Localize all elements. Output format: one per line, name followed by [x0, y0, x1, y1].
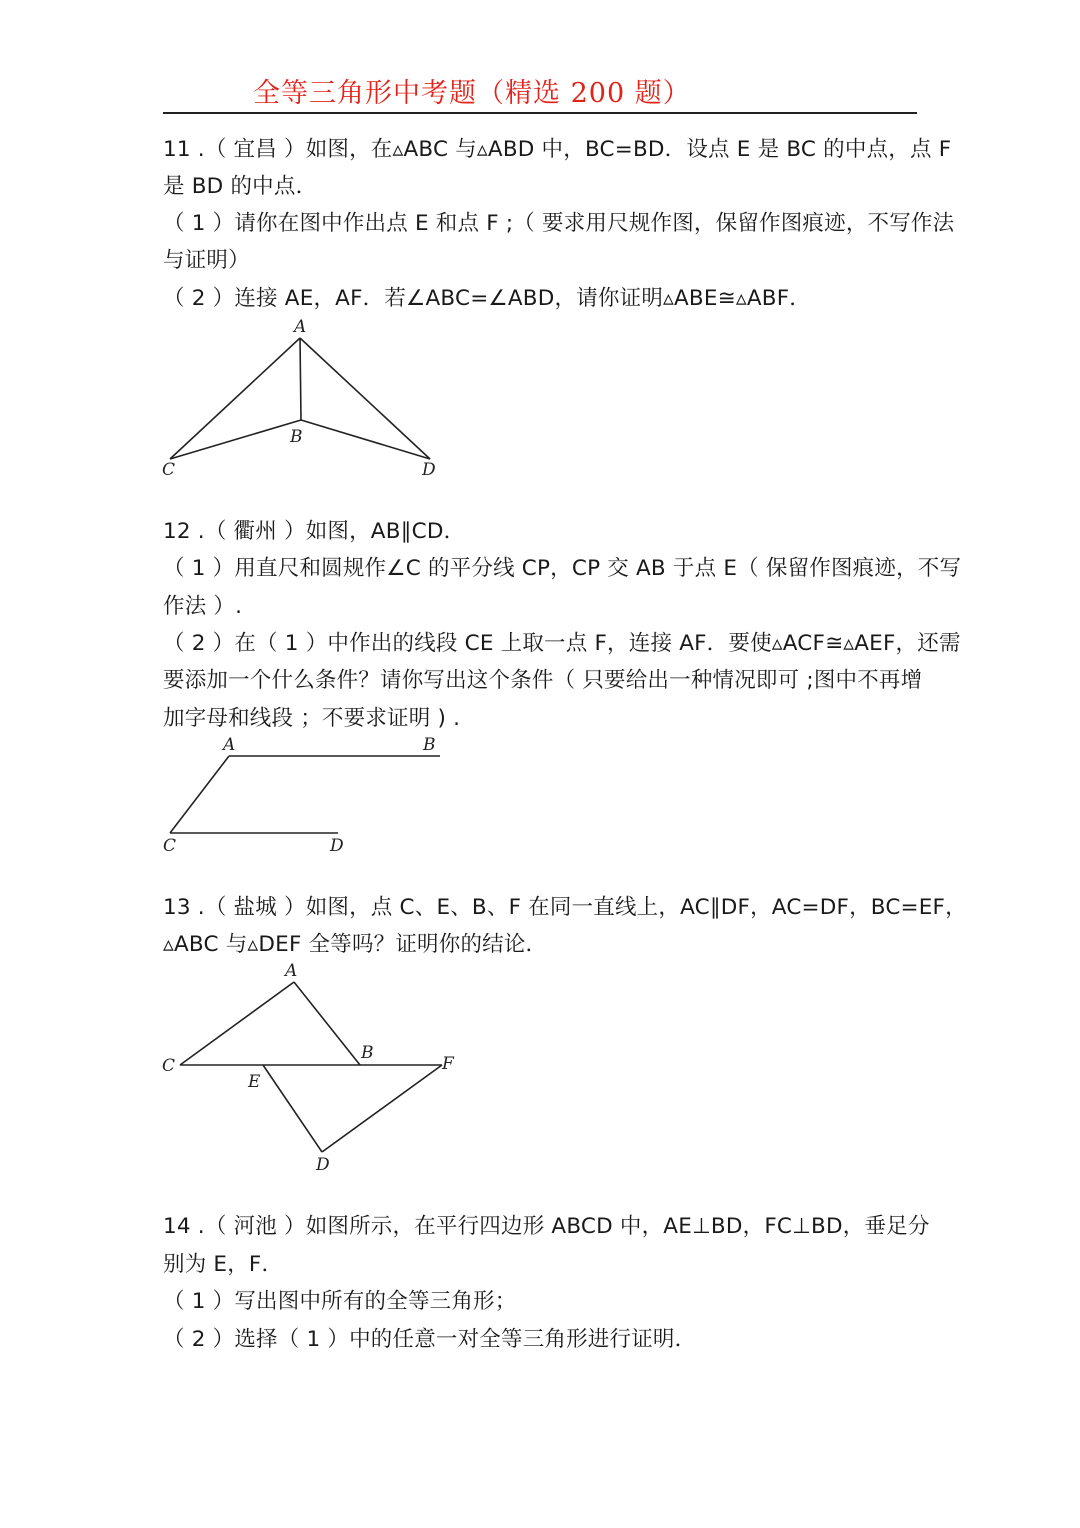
problem-14-line-4: （ 2 ）选择（ 1 ）中的任意一对全等三角形进行证明．	[163, 1327, 697, 1352]
problem-12-line-3: 作法 ）.	[163, 594, 243, 619]
label-f: F	[442, 1054, 454, 1074]
problem-11-line-1: 11 .（ 宜昌 ）如图，在▵ABC 与▵ABD 中，BC=BD．设点 E 是 BC 的中点，点 F	[163, 137, 952, 162]
problem-11-line-5: （ 2 ）连接 AE，AF．若∠ABC=∠ABD，请你证明▵ABE≅▵ABF．	[163, 286, 811, 311]
problem-12-line-2: （ 1 ）用直尺和圆规作∠C 的平分线 CP，CP 交 AB 于点 E（ 保留作图痕迹，不写	[163, 556, 962, 581]
segment-ca	[180, 982, 294, 1065]
label-a: A	[223, 735, 236, 755]
label-e: E	[248, 1072, 261, 1092]
segment-ac	[170, 756, 229, 833]
header-rule	[163, 112, 917, 114]
label-a: A	[294, 317, 307, 337]
problem-12-line-1: 12 .（ 衢州 ）如图，AB∥CD．	[163, 519, 466, 544]
label-b: B	[423, 735, 436, 755]
page-header-title: 全等三角形中考题（精选 200 题）	[253, 78, 691, 109]
segment-df	[322, 1065, 442, 1152]
problem-14-line-2: 别为 E，F．	[163, 1252, 284, 1277]
problem-11-line-4: 与证明）	[163, 248, 250, 273]
segment-cb	[170, 420, 301, 459]
segment-bd	[301, 420, 430, 459]
problem-14-line-3: （ 1 ）写出图中所有的全等三角形；	[163, 1289, 517, 1314]
problem-11-figure	[155, 312, 455, 487]
segment-ad	[300, 338, 430, 459]
problem-11-line-2: 是 BD 的中点．	[163, 174, 318, 199]
problem-13-figure	[155, 958, 475, 1178]
problem-12-line-5: 要添加一个什么条件？请你写出这个条件（ 只要给出一种情况即可 ;图中不再增	[163, 668, 923, 693]
problem-14-line-1: 14 .（ 河池 ）如图所示，在平行四边形 ABCD 中，AE⊥BD，FC⊥BD，垂足分	[163, 1214, 930, 1239]
segment-ac	[170, 338, 300, 459]
problem-12-line-4: （ 2 ）在（ 1 ）中作出的线段 CE 上取一点 F，连接 AF．要使▵ACF≅▵AEF，还需	[163, 631, 961, 656]
label-d: D	[330, 836, 344, 856]
problem-11-line-3: （ 1 ）请你在图中作出点 E 和点 F ;（ 要求用尺规作图，保留作图痕迹，不写作法	[163, 211, 955, 236]
problem-12-line-6: 加字母和线段 ；不要求证明 ) .	[163, 706, 461, 731]
segment-ab	[300, 338, 301, 420]
problem-13-line-2: ▵ABC 与▵DEF 全等吗？证明你的结论．	[163, 932, 548, 957]
problem-13-line-1: 13 .（ 盐城 ）如图，点 C、E、B、F 在同一直线上，AC∥DF，AC=DF，BC=EF，	[163, 895, 967, 920]
label-c: C	[162, 1056, 176, 1076]
segment-ed	[263, 1065, 322, 1152]
label-b: B	[361, 1043, 374, 1063]
problem-12-figure	[155, 730, 455, 860]
label-a: A	[285, 961, 298, 981]
label-d: D	[422, 460, 436, 480]
segment-ab	[294, 982, 360, 1065]
label-c: C	[163, 836, 177, 856]
label-d: D	[316, 1155, 330, 1175]
label-c: C	[162, 460, 176, 480]
label-b: B	[290, 427, 303, 447]
